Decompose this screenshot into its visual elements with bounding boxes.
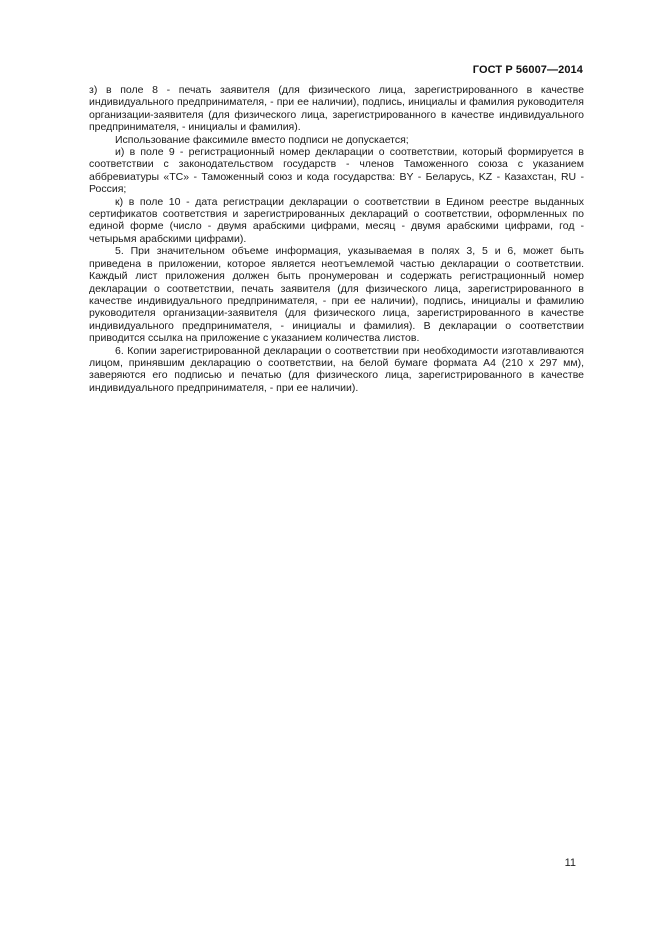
paragraph-z: з) в поле 8 - печать заявителя (для физического лица, зарегистрированного в качестве индивидуального предпринимателя, - при ее наличии), подпись, инициалы и фамилия руководителя организации-заявителя (для физического лица, зарегистрированного в качестве индивидуального предпринимателя, - инициалы и фамилия). <box>89 84 584 134</box>
paragraph-6: 6. Копии зарегистрированной декларации о соответствии при необходимости изготавливаются лицом, принявшим декларацию о соответствии, на белой бумаге формата А4 (210 х 297 мм), заверяются его подписью и печатью (для физического лица, зарегистрированного в качестве индивидуального предпринимателя, - при ее наличии). <box>89 344 584 394</box>
standard-header: ГОСТ Р 56007—2014 <box>472 64 583 76</box>
paragraph-k: к) в поле 10 - дата регистрации декларации о соответствии в Едином реестре выданных сертификатов соответствия и зарегистрированных деклараций о соответствии, оформленных по единой форме (число - двумя арабскими цифрами, месяц - двумя арабскими цифрами, год - четырьмя арабскими цифрами). <box>89 195 584 245</box>
body-text <box>89 84 584 394</box>
page-number: 11 <box>564 857 576 869</box>
paragraph-i: и) в поле 9 - регистрационный номер декларации о соответствии, который формируется в соответствии с законодательством государств - членов Таможенного союза с указанием аббревиатуры «ТС» - Таможенный союз и кода государства: BY - Беларусь, KZ - Казахстан, RU - Россия; <box>89 146 584 196</box>
paragraph-facsimile-note: Использование факсимиле вместо подписи не допускается; <box>115 133 409 146</box>
paragraph-5: 5. При значительном объеме информация, указываемая в полях 3, 5 и 6, может быть приведена в приложении, которое является неотъемлемой частью декларации о соответствии. Каждый лист приложения должен быть пронумерован и содержать регистрационный номер декларации о соответствии, печать заявителя (для физического лица, зарегистрированного в качестве индивидуального предпринимателя, - при ее наличии), подпись, инициалы и фамилию руководителя организации-заявителя (для физического лица, зарегистрированного в качестве индивидуального предпринимателя, - инициалы и фамилия). В декларации о соответствии приводится ссылка на приложение с указанием количества листов. <box>89 245 584 345</box>
